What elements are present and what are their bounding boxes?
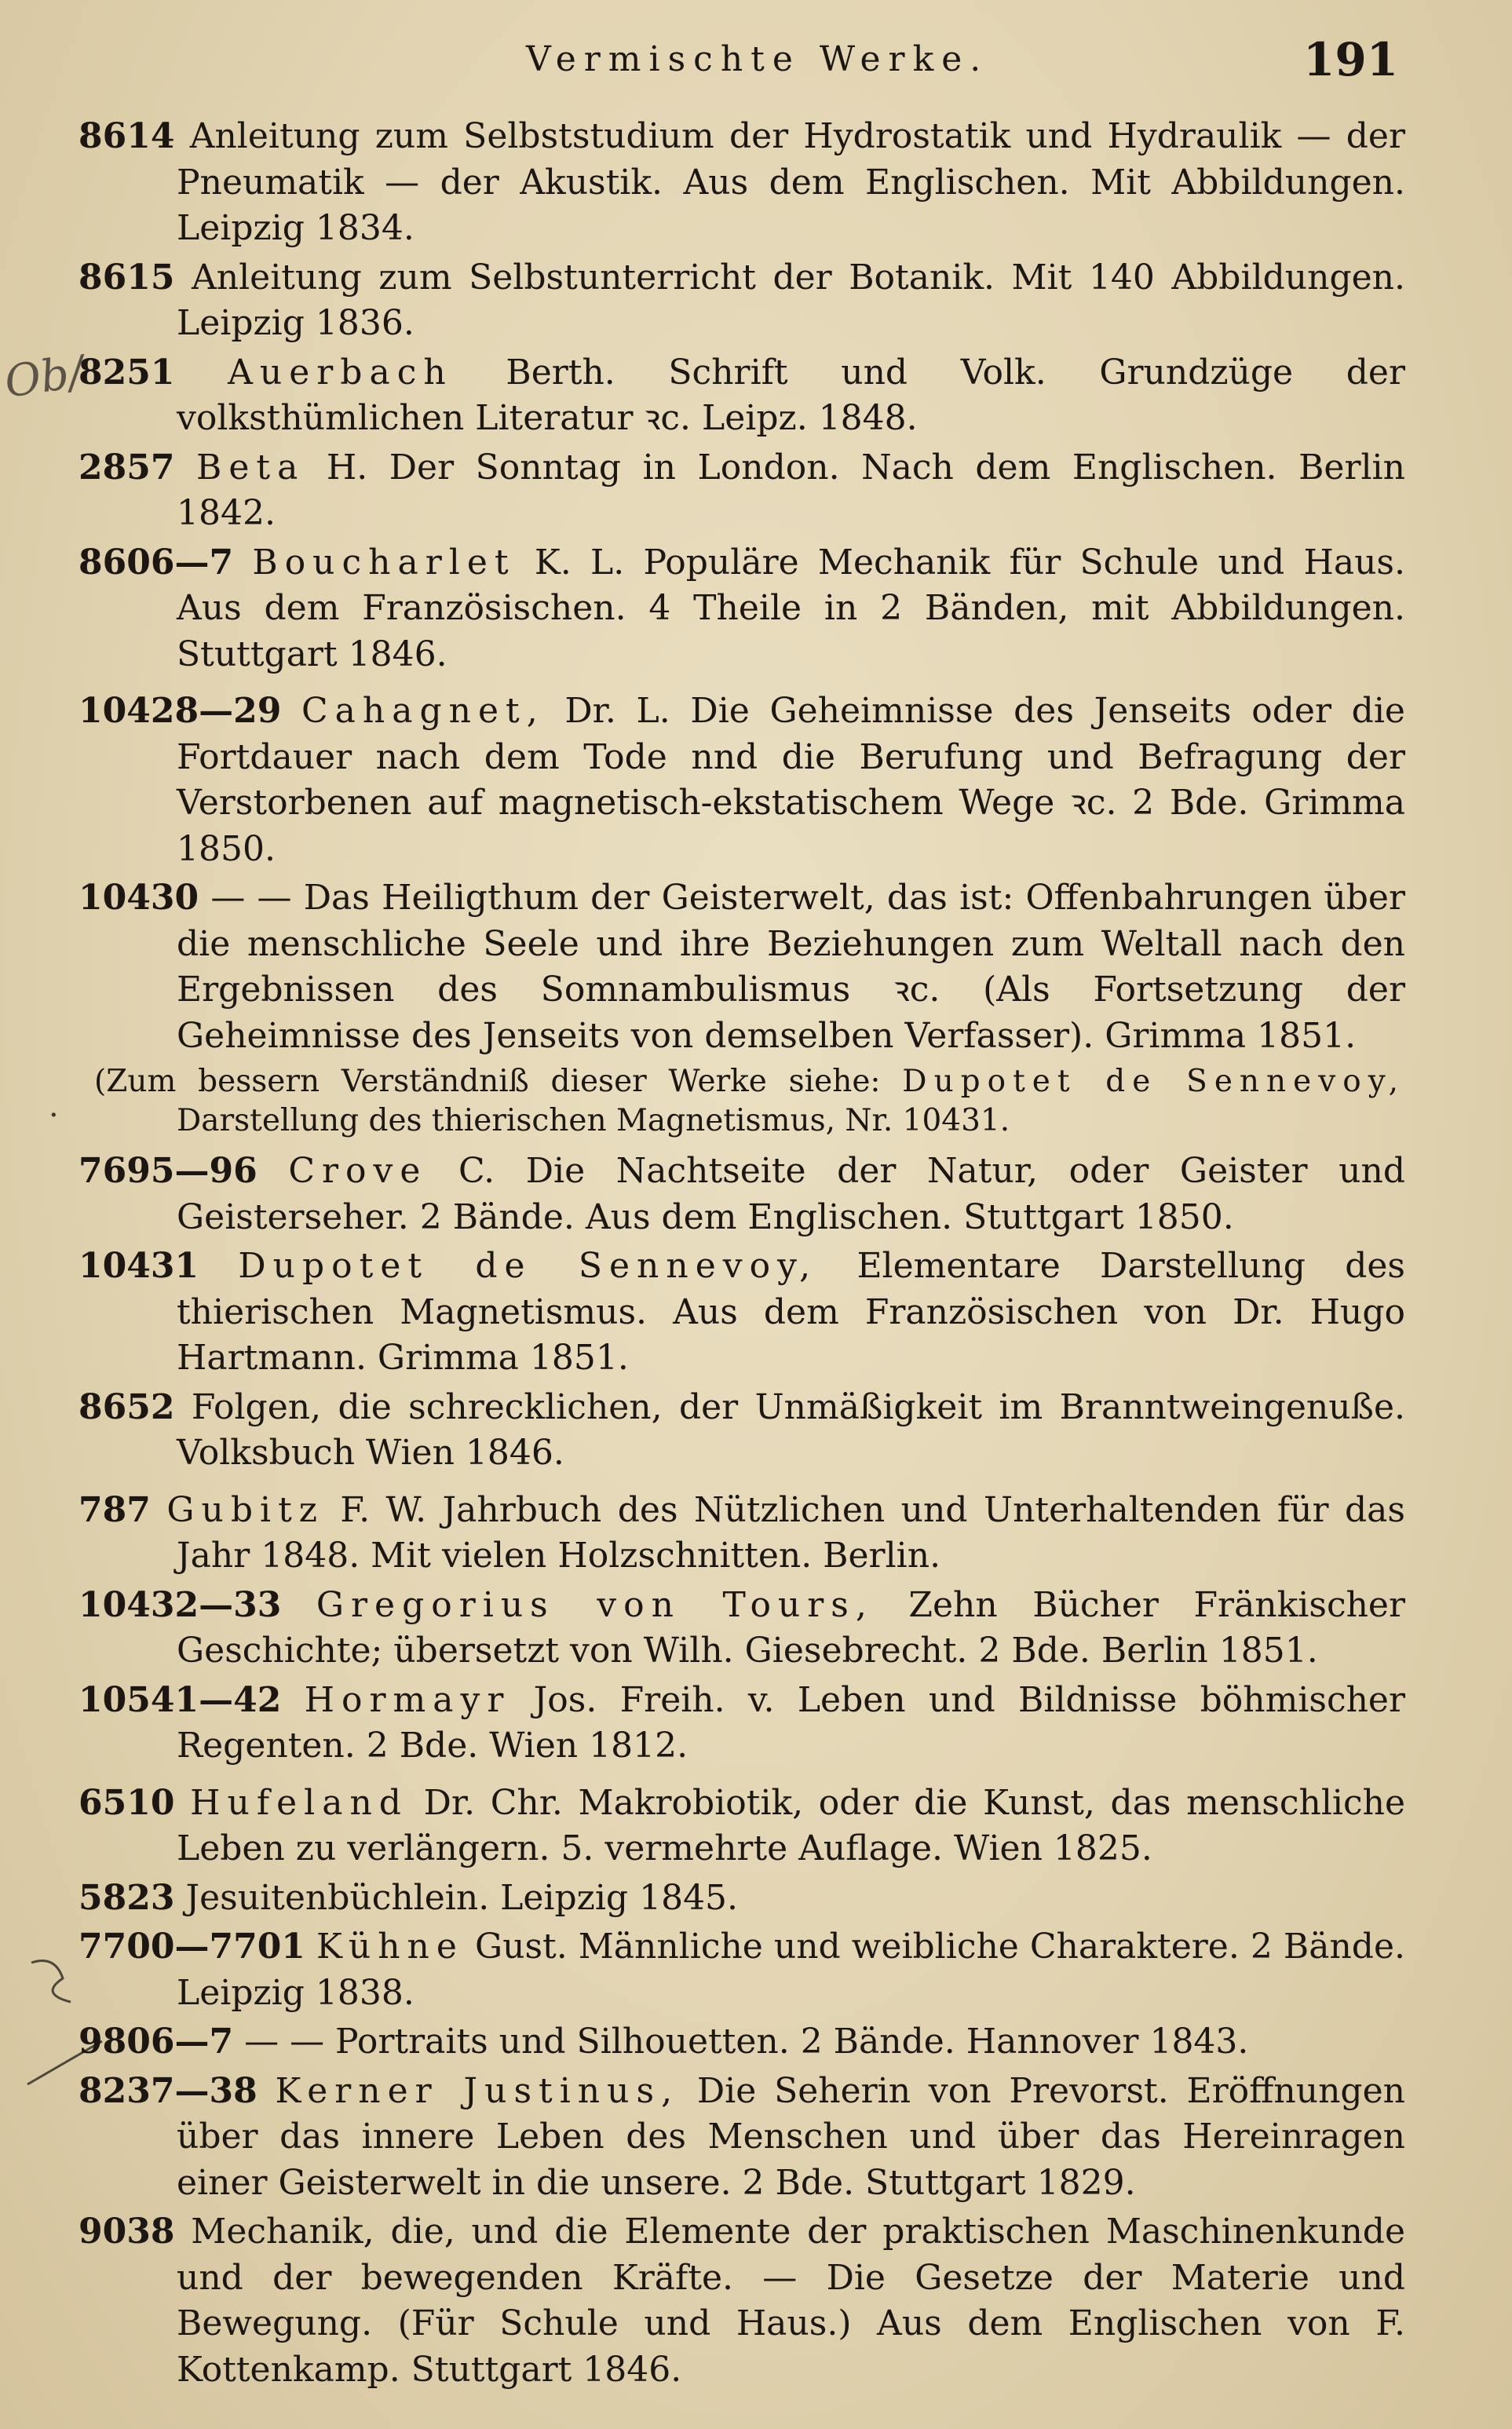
entry-number: 5823 [79, 1877, 175, 1918]
entry-text: Dr. L. Die Geheimnisse des Jenseits oder die Fortdauer nach dem Tode nnd die Berufung und Befragung der Verstorbenen auf magnetisch-ekstatischem Wege ꝛc. 2 Bde. Grimma 1850. [177, 691, 1405, 869]
entry-number: 10430 [79, 878, 199, 918]
entry-text: Jos. Freih. v. Leben und Bildnisse böhmischer Regenten. 2 Bde. Wien 1812. [177, 1679, 1405, 1766]
entry-number: 10431 [79, 1246, 199, 1286]
entry-author: Hormayr [304, 1679, 511, 1720]
entry-number: 10428—29 [79, 691, 282, 731]
catalog-entry [79, 1488, 1405, 1580]
entry-author: Boucharlet [252, 542, 516, 583]
catalog-entry [79, 1924, 1405, 2016]
entry-number: 787 [79, 1489, 151, 1530]
entry-number: 8606—7 [79, 542, 234, 583]
catalog-entry [79, 689, 1405, 872]
entry-number: 8615 [79, 257, 175, 298]
catalog-entry [79, 2209, 1405, 2393]
entry-number: 6510 [79, 1782, 175, 1823]
catalog-entry [79, 350, 1405, 442]
entry-author: Crove [288, 1151, 428, 1191]
margin-bullet-mark: · [49, 1098, 59, 1134]
entry-text: Dr. Chr. Makrobiotik, oder die Kunst, das menschliche Leben zu verlängern. 5. vermehrte Auflage. Wien 1825. [177, 1782, 1406, 1868]
entry-author: Hufeland [190, 1782, 408, 1823]
entry-text: H. Der Sonntag in London. Nach dem Englischen. Berlin 1842. [177, 447, 1405, 533]
entry-number: 10541—42 [79, 1679, 282, 1720]
entry-number: 10432—33 [79, 1584, 282, 1625]
entry-text: Mechanik, die, und die Elemente der praktischen Maschinenkunde und der bewegenden Kräfte. — Die Gesetze der Materie und Bewegung. (Für Schule und Haus.) Aus dem Englischen von F. Kottenkamp. Stuttgart 1846. [177, 2212, 1405, 2390]
entry-text: F. W. Jahrbuch des Nützlichen und Unterhaltenden für das Jahr 1848. Mit vielen Holzschnitten. Berlin. [177, 1489, 1405, 1576]
margin-ink-mark: Ob/ [1, 346, 87, 408]
entry-author: Gregorius von Tours, [316, 1584, 874, 1625]
entry-author: Gubitz [166, 1489, 324, 1530]
cross-reference-note [79, 1062, 1405, 1141]
entry-author: Auerbach [228, 352, 453, 393]
catalog-entries [79, 114, 1405, 2396]
entry-text: Anleitung zum Selbstunterricht der Botanik. Mit 140 Abbildungen. Leipzig 1836. [177, 257, 1405, 343]
catalog-entry [79, 1149, 1405, 1240]
catalog-entry [79, 1678, 1405, 1770]
entry-text: Gust. Männliche und weibliche Charaktere. 2 Bände. Leipzig 1838. [177, 1927, 1405, 2013]
entry-author: Dupotet de Sennevoy, [238, 1246, 818, 1286]
entry-number: 7695—96 [79, 1151, 257, 1191]
entry-author: Cahagnet, [301, 691, 545, 731]
page-number: 191 [1303, 33, 1399, 86]
entry-number: 8237—38 [79, 2070, 257, 2111]
entry-author: Kühne [316, 1927, 464, 1967]
entry-text: Die Seherin von Prevorst. Eröffnungen über das innere Leben des Menschen und über das Hereinragen einer Geisterwelt in die unsere. 2 Bde. Stuttgart 1829. [177, 2070, 1405, 2203]
entry-text: — — Das Heiligthum der Geisterwelt, das ist: Offenbahrungen über die menschliche Seele und ihre Beziehungen zum Weltall nach den Ergebnissen des Somnambulismus ꝛc. (Als Fortsetzung der Geheimnisse des Jenseits von demselben Verfasser). Grimma 1851. [177, 878, 1405, 1056]
entry-text: Jesuitenbüchlein. Leipzig 1845. [185, 1877, 739, 1918]
catalog-entry [79, 1876, 1405, 1922]
catalog-entry [79, 1385, 1405, 1477]
catalog-entry [79, 445, 1405, 537]
entry-number: 9038 [79, 2212, 175, 2252]
catalog-entry [79, 875, 1405, 1059]
page-header [0, 33, 1512, 88]
catalog-entry [79, 1781, 1405, 1872]
entry-number: 2857 [79, 447, 175, 488]
entry-text: Elementare Darstellung des thierischen Magnetismus. Aus dem Französischen von Dr. Hugo Hartmann. Grimma 1851. [177, 1246, 1405, 1378]
catalog-entry [79, 540, 1405, 678]
entry-number: 8251 [79, 352, 175, 393]
entry-number: 9806—7 [79, 2022, 234, 2062]
entry-text: — — Portraits und Silhouetten. 2 Bände. Hannover 1843. [244, 2022, 1249, 2062]
catalog-entry [79, 1244, 1405, 1382]
entry-author: Kerner Justinus, [275, 2070, 680, 2111]
catalog-entry [79, 2069, 1405, 2207]
entry-text: Berth. Schrift und Volk. Grundzüge der volksthümlichen Literatur ꝛc. Leipz. 1848. [177, 352, 1405, 438]
catalog-entry [79, 1583, 1405, 1675]
note-text: (Zum bessern Verständniß dieser Werke siehe: [94, 1064, 881, 1099]
catalog-entry [79, 255, 1405, 347]
entry-text: Folgen, die schrecklichen, der Unmäßigkeit im Branntweingenuße. Volksbuch Wien 1846. [177, 1386, 1405, 1473]
entry-number: 8652 [79, 1386, 175, 1427]
entry-text: C. Die Nachtseite der Natur, oder Geister und Geisterseher. 2 Bände. Aus dem Englischen. Stuttgart 1850. [177, 1151, 1405, 1237]
entry-text: Zehn Bücher Fränkischer Geschichte; übersetzt von Wilh. Giesebrecht. 2 Bde. Berlin 1851. [177, 1584, 1405, 1671]
entry-text: Anleitung zum Selbststudium der Hydrostatik und Hydraulik — der Pneumatik — der Akustik. Aus dem Englischen. Mit Abbildungen. Leipzig 1834. [177, 116, 1405, 248]
note-author: Dupotet de Sennevoy, [902, 1064, 1405, 1099]
catalog-entry [79, 2019, 1405, 2066]
entry-number: 7700—7701 [79, 1927, 305, 1967]
note-rest: Darstellung des thierischen Magnetismus, Nr. 10431. [177, 1103, 1010, 1138]
running-title: Vermischte Werke. [526, 39, 989, 79]
entry-text: K. L. Populäre Mechanik für Schule und Haus. Aus dem Französischen. 4 Theile in 2 Bänden, mit Abbildungen. Stuttgart 1846. [177, 542, 1405, 674]
entry-number: 8614 [79, 116, 175, 156]
catalog-entry [79, 114, 1405, 252]
entry-author: Beta [196, 447, 305, 488]
